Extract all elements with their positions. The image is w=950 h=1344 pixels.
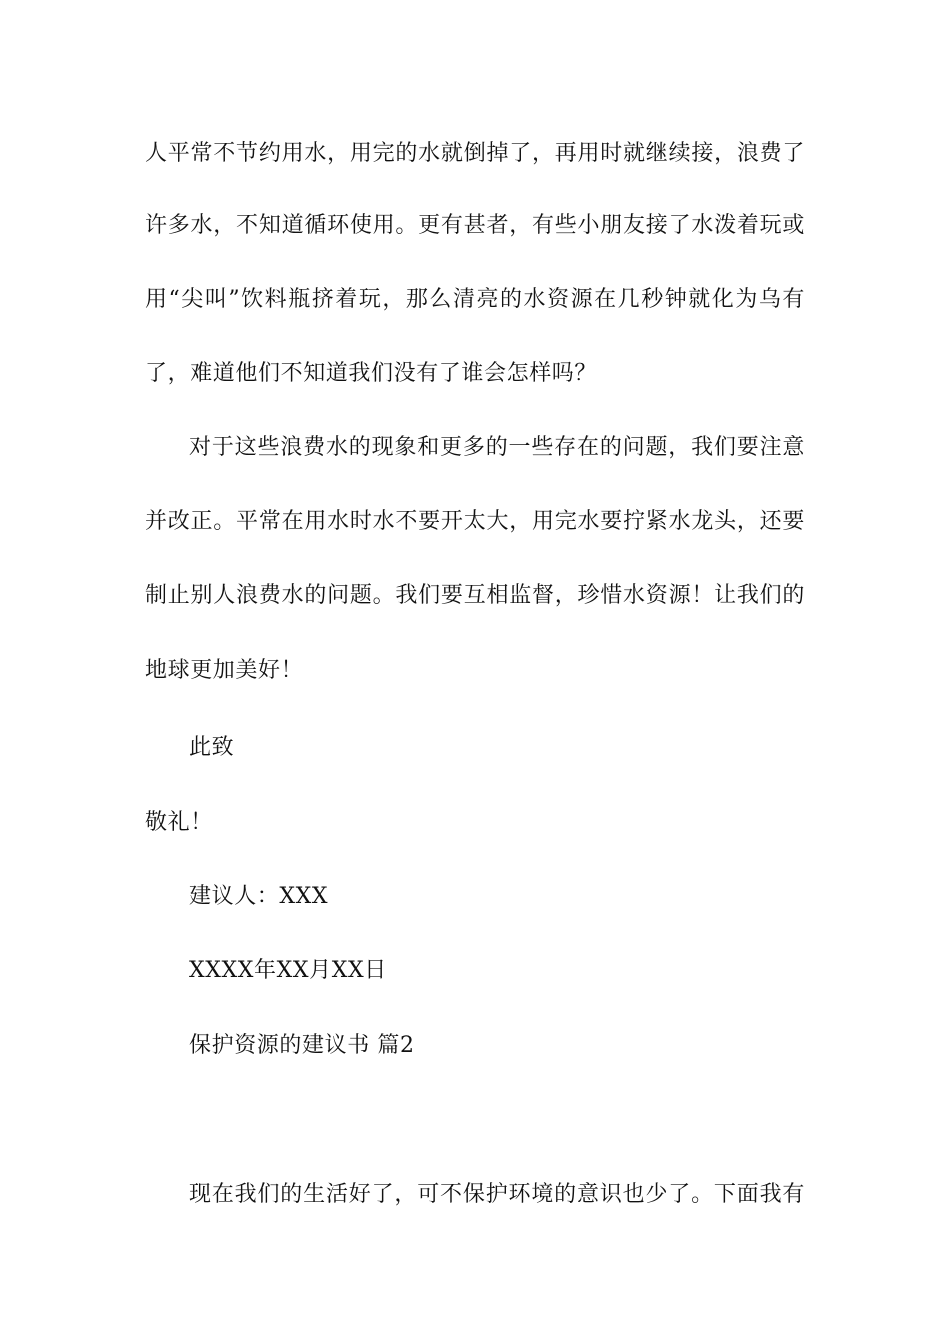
paragraph-3-line-1: 现在我们的生活好了，可不保护环境的意识也少了。下面我有: [189, 1182, 805, 1207]
paragraph-1-line-1: 人平常不节约用水，用完的水就倒掉了，再用时就继续接，浪费了: [145, 141, 805, 166]
paragraph-2-line-3: 制止别人浪费水的问题。我们要互相监督，珍惜水资源！让我们的: [145, 583, 805, 608]
paragraph-1-line-3: 用“尖叫”饮料瓶挤着玩，那么清亮的水资源在几秒钟就化为乌有: [145, 287, 805, 312]
paragraph-1-line-2: 许多水，不知道循环使用。更有甚者，有些小朋友接了水泼着玩或: [145, 213, 805, 238]
closing-salutation: 此致: [189, 735, 235, 760]
paragraph-1-line-4: 了，难道他们不知道我们没有了谁会怎样吗？: [145, 361, 598, 386]
date-line: XXXX年XX月XX日: [189, 958, 387, 983]
closing-respect: 敬礼！: [145, 810, 213, 835]
paragraph-2-line-2: 并改正。平常在用水时水不要开太大，用完水要拧紧水龙头，还要: [145, 509, 805, 534]
paragraph-2-line-4: 地球更加美好！: [145, 658, 304, 683]
section-heading: 保护资源的建议书 篇2: [189, 1033, 415, 1058]
signer-line: 建议人：XXX: [189, 884, 329, 909]
paragraph-2-line-1: 对于这些浪费水的现象和更多的一些存在的问题，我们要注意: [189, 435, 805, 460]
